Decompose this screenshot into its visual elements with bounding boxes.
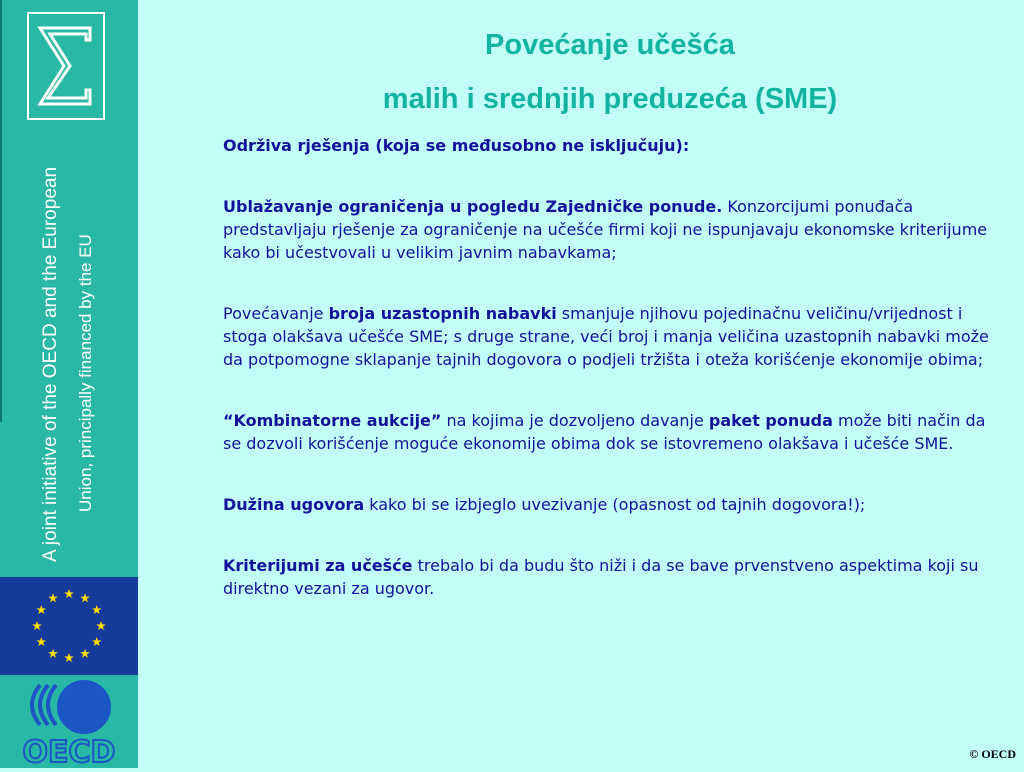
eu-star-icon xyxy=(64,653,74,662)
sidebar-edge-line xyxy=(0,0,2,422)
oecd-logo-text: OECD xyxy=(22,735,116,768)
paragraph-combinatorial-auctions xyxy=(223,409,993,455)
intro-paragraph xyxy=(223,134,993,157)
auctions-bold2: paket ponuda xyxy=(708,411,833,430)
eu-star-icon xyxy=(96,621,106,630)
slide-content xyxy=(223,134,993,638)
consecutive-pre: Povećavanje xyxy=(223,304,329,323)
oecd-logo-icon xyxy=(0,675,138,768)
criteria-text: trebalo bi da budu što niži i da se bave prvenstveno aspektima koji su direktno vezani za ugovor. xyxy=(223,556,979,598)
page-title-line-2: malih i srednjih preduzeća (SME) xyxy=(382,83,838,115)
eu-star-icon xyxy=(80,649,90,658)
eu-star-icon xyxy=(48,649,58,658)
eu-flag-icon xyxy=(0,577,138,675)
eu-star-icon xyxy=(32,621,42,630)
contract-length-heading: Dužina ugovora xyxy=(223,495,365,514)
sigma-logo-icon xyxy=(27,12,105,120)
paragraph-joint-bid xyxy=(223,195,993,264)
auctions-mid: na kojima je dozvoljeno davanje xyxy=(441,411,709,430)
consecutive-heading: broja uzastopnih nabavki xyxy=(328,304,557,323)
copyright-text: © OECD xyxy=(969,747,1016,761)
sidebar-vertical-text-2: Union, principally financed by the EU xyxy=(76,234,95,512)
consecutive-text: smanjuje njihovu pojedinačnu veličinu/vrijednost i stoga olakšava učešće SME; s druge strane, veći broj i manja veličina uzastopnih nabavki može da potpomogne sklapanje tajnih dogovora o podjeli tržišta i oteža korišćenje ekonomije obima; xyxy=(223,304,989,369)
criteria-heading: Kriterijumi za učešće xyxy=(223,556,413,575)
eu-star-icon xyxy=(92,605,102,614)
oecd-logo xyxy=(0,675,138,768)
sidebar-vertical-text-1: A joint initiative of the OECD and the European xyxy=(40,166,61,562)
eu-star-icon xyxy=(80,593,90,602)
intro-text: Održiva rješenja (koja se međusobno ne isključuju): xyxy=(223,136,690,155)
eu-star-icon xyxy=(92,637,102,646)
joint-bid-text: Konzorcijumi ponuđača predstavljaju rješenje za ograničenje na učešće firmi koji ne ispunjavaju ekonomske kriterijume kako bi učestvovali u velikim javnim nabavkama; xyxy=(223,197,988,262)
auctions-heading: “Kombinatorne aukcije” xyxy=(223,411,442,430)
eu-star-icon xyxy=(64,589,74,598)
paragraph-contract-length xyxy=(223,493,993,516)
auctions-text: može biti način da se dozvoli korišćenje moguće ekonomije obima dok se istovremeno olakšava i učešće SME. xyxy=(223,411,986,453)
joint-bid-heading: Ublažavanje ograničenja u pogledu Zajedničke ponude. xyxy=(223,197,723,216)
page-title-line-1: Povećanje učešća xyxy=(485,29,735,61)
eu-star-icon xyxy=(48,593,58,602)
contract-length-text: kako bi se izbjeglo uvezivanje (opasnost od tajnih dogovora!); xyxy=(364,495,866,514)
eu-star-icon xyxy=(37,637,47,646)
sidebar xyxy=(0,0,138,768)
eu-star-icon xyxy=(37,605,47,614)
paragraph-consecutive-procurements xyxy=(223,302,993,371)
sigma-icon xyxy=(36,24,96,108)
paragraph-participation-criteria xyxy=(223,554,993,600)
